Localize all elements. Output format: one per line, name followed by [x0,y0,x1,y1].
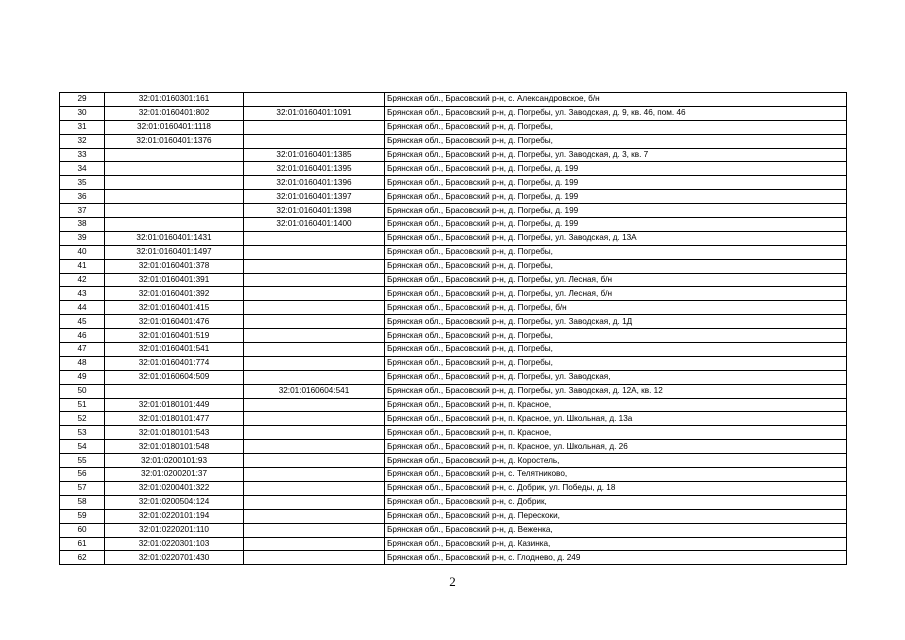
cadastral-number-cell: 32:01:0160401:378 [105,259,244,273]
linked-cadastral-number-cell [244,259,385,273]
row-number-cell: 44 [60,301,105,315]
address-cell: Брянская обл., Брасовский р-н, с. Добрик, ул. Победы, д. 18 [385,481,847,495]
table-row [60,329,847,343]
row-number-cell: 59 [60,509,105,523]
table-row [60,509,847,523]
address-cell: Брянская обл., Брасовский р-н, с. Добрик, [385,495,847,509]
linked-cadastral-number-cell [244,370,385,384]
address-cell: Брянская обл., Брасовский р-н, п. Красное, ул. Школьная, д. 26 [385,440,847,454]
cadastral-number-cell: 32:01:0220201:110 [105,523,244,537]
cadastral-number-cell: 32:01:0220301:103 [105,537,244,551]
linked-cadastral-number-cell [244,412,385,426]
linked-cadastral-number-cell [244,468,385,482]
row-number-cell: 45 [60,315,105,329]
table-row [60,426,847,440]
table-row [60,440,847,454]
table-row [60,148,847,162]
cadastral-number-cell: 32:01:0200201:37 [105,468,244,482]
cadastral-number-cell: 32:01:0160401:415 [105,301,244,315]
table-row [60,190,847,204]
cadastral-number-cell [105,176,244,190]
linked-cadastral-number-cell [244,343,385,357]
row-number-cell: 58 [60,495,105,509]
address-cell: Брянская обл., Брасовский р-н, д. Погребы, [385,245,847,259]
table-row [60,259,847,273]
row-number-cell: 60 [60,523,105,537]
linked-cadastral-number-cell [244,134,385,148]
address-cell: Брянская обл., Брасовский р-н, д. Погребы, д. 199 [385,176,847,190]
linked-cadastral-number-cell: 32:01:0160401:1091 [244,106,385,120]
table-row [60,218,847,232]
address-cell: Брянская обл., Брасовский р-н, д. Погребы, ул. Заводская, д. 12А, кв. 12 [385,384,847,398]
row-number-cell: 51 [60,398,105,412]
table-row [60,370,847,384]
table-row [60,398,847,412]
cadastral-number-cell: 32:01:0160401:1497 [105,245,244,259]
table-row [60,412,847,426]
cadastral-number-cell: 32:01:0200401:322 [105,481,244,495]
address-cell: Брянская обл., Брасовский р-н, д. Погребы, ул. Заводская, д. 9, кв. 46, пом. 46 [385,106,847,120]
address-cell: Брянская обл., Брасовский р-н, п. Красное, [385,398,847,412]
row-number-cell: 54 [60,440,105,454]
table-row [60,551,847,565]
cadastral-number-cell: 32:01:0160401:391 [105,273,244,287]
row-number-cell: 52 [60,412,105,426]
linked-cadastral-number-cell [244,523,385,537]
address-cell: Брянская обл., Брасовский р-н, п. Красное, [385,426,847,440]
cadastral-number-cell: 32:01:0160401:802 [105,106,244,120]
row-number-cell: 49 [60,370,105,384]
row-number-cell: 33 [60,148,105,162]
table-row [60,481,847,495]
table-row [60,468,847,482]
table-row [60,454,847,468]
linked-cadastral-number-cell [244,426,385,440]
row-number-cell: 47 [60,343,105,357]
row-number-cell: 43 [60,287,105,301]
cadastral-number-cell [105,218,244,232]
address-cell: Брянская обл., Брасовский р-н, д. Погребы, [385,356,847,370]
row-number-cell: 55 [60,454,105,468]
row-number-cell: 35 [60,176,105,190]
linked-cadastral-number-cell [244,440,385,454]
document-page [59,92,847,565]
address-cell: Брянская обл., Брасовский р-н, д. Погребы, ул. Заводская, д. 3, кв. 7 [385,148,847,162]
row-number-cell: 62 [60,551,105,565]
address-cell: Брянская обл., Брасовский р-н, д. Погребы, ул. Заводская, д. 13А [385,231,847,245]
row-number-cell: 57 [60,481,105,495]
row-number-cell: 56 [60,468,105,482]
cadastral-number-cell: 32:01:0180101:548 [105,440,244,454]
linked-cadastral-number-cell: 32:01:0160401:1395 [244,162,385,176]
row-number-cell: 46 [60,329,105,343]
address-cell: Брянская обл., Брасовский р-н, д. Погребы, [385,259,847,273]
row-number-cell: 30 [60,106,105,120]
table-row [60,287,847,301]
linked-cadastral-number-cell [244,509,385,523]
row-number-cell: 48 [60,356,105,370]
address-cell: Брянская обл., Брасовский р-н, д. Погребы, ул. Заводская, [385,370,847,384]
linked-cadastral-number-cell [244,231,385,245]
table-row [60,315,847,329]
cadastral-number-cell: 32:01:0200504:124 [105,495,244,509]
table-row [60,134,847,148]
cadastral-number-cell: 32:01:0160401:774 [105,356,244,370]
address-cell: Брянская обл., Брасовский р-н, д. Погребы, [385,343,847,357]
cadastral-number-cell: 32:01:0160401:1431 [105,231,244,245]
linked-cadastral-number-cell [244,481,385,495]
linked-cadastral-number-cell [244,329,385,343]
cadastral-number-cell [105,162,244,176]
property-table-body [60,93,847,565]
page-number: 2 [449,574,456,589]
table-row [60,120,847,134]
row-number-cell: 36 [60,190,105,204]
linked-cadastral-number-cell: 32:01:0160604:541 [244,384,385,398]
property-table [59,92,847,565]
table-row [60,231,847,245]
address-cell: Брянская обл., Брасовский р-н, д. Погребы, д. 199 [385,204,847,218]
row-number-cell: 61 [60,537,105,551]
address-cell: Брянская обл., Брасовский р-н, с. Александровское, б/н [385,93,847,107]
address-cell: Брянская обл., Брасовский р-н, п. Красное, ул. Школьная, д. 13а [385,412,847,426]
cadastral-number-cell: 32:01:0160401:392 [105,287,244,301]
linked-cadastral-number-cell [244,273,385,287]
table-row [60,343,847,357]
address-cell: Брянская обл., Брасовский р-н, д. Погребы, ул. Лесная, б/н [385,273,847,287]
cadastral-number-cell: 32:01:0160401:541 [105,343,244,357]
table-row [60,106,847,120]
cadastral-number-cell [105,190,244,204]
cadastral-number-cell: 32:01:0200101:93 [105,454,244,468]
linked-cadastral-number-cell [244,551,385,565]
linked-cadastral-number-cell: 32:01:0160401:1397 [244,190,385,204]
address-cell: Брянская обл., Брасовский р-н, д. Погребы, ул. Лесная, б/н [385,287,847,301]
address-cell: Брянская обл., Брасовский р-н, д. Перескоки, [385,509,847,523]
table-row [60,204,847,218]
cadastral-number-cell: 32:01:0180101:543 [105,426,244,440]
row-number-cell: 53 [60,426,105,440]
cadastral-number-cell [105,384,244,398]
row-number-cell: 29 [60,93,105,107]
linked-cadastral-number-cell [244,495,385,509]
cadastral-number-cell: 32:01:0220701:430 [105,551,244,565]
linked-cadastral-number-cell [244,301,385,315]
table-row [60,356,847,370]
table-row [60,537,847,551]
linked-cadastral-number-cell [244,315,385,329]
row-number-cell: 41 [60,259,105,273]
address-cell: Брянская обл., Брасовский р-н, с. Глоднево, д. 249 [385,551,847,565]
cadastral-number-cell: 32:01:0160301:161 [105,93,244,107]
address-cell: Брянская обл., Брасовский р-н, д. Погребы, [385,329,847,343]
address-cell: Брянская обл., Брасовский р-н, д. Погребы, д. 199 [385,162,847,176]
table-row [60,523,847,537]
linked-cadastral-number-cell [244,245,385,259]
row-number-cell: 37 [60,204,105,218]
row-number-cell: 31 [60,120,105,134]
cadastral-number-cell [105,204,244,218]
table-row [60,162,847,176]
table-row [60,384,847,398]
address-cell: Брянская обл., Брасовский р-н, д. Погребы, [385,134,847,148]
cadastral-number-cell [105,148,244,162]
linked-cadastral-number-cell [244,454,385,468]
linked-cadastral-number-cell: 32:01:0160401:1385 [244,148,385,162]
address-cell: Брянская обл., Брасовский р-н, д. Коростель, [385,454,847,468]
linked-cadastral-number-cell: 32:01:0160401:1400 [244,218,385,232]
row-number-cell: 32 [60,134,105,148]
row-number-cell: 39 [60,231,105,245]
address-cell: Брянская обл., Брасовский р-н, д. Казинка, [385,537,847,551]
cadastral-number-cell: 32:01:0160401:1118 [105,120,244,134]
row-number-cell: 38 [60,218,105,232]
linked-cadastral-number-cell [244,398,385,412]
cadastral-number-cell: 32:01:0160604:509 [105,370,244,384]
table-row [60,93,847,107]
linked-cadastral-number-cell: 32:01:0160401:1396 [244,176,385,190]
cadastral-number-cell: 32:01:0160401:476 [105,315,244,329]
address-cell: Брянская обл., Брасовский р-н, д. Погребы, д. 199 [385,190,847,204]
table-row [60,245,847,259]
linked-cadastral-number-cell [244,120,385,134]
linked-cadastral-number-cell: 32:01:0160401:1398 [244,204,385,218]
linked-cadastral-number-cell [244,93,385,107]
table-row [60,495,847,509]
address-cell: Брянская обл., Брасовский р-н, д. Погребы, [385,120,847,134]
table-row [60,273,847,287]
cadastral-number-cell: 32:01:0180101:449 [105,398,244,412]
linked-cadastral-number-cell [244,356,385,370]
address-cell: Брянская обл., Брасовский р-н, д. Веженка, [385,523,847,537]
linked-cadastral-number-cell [244,287,385,301]
table-row [60,176,847,190]
cadastral-number-cell: 32:01:0180101:477 [105,412,244,426]
row-number-cell: 40 [60,245,105,259]
address-cell: Брянская обл., Брасовский р-н, с. Телятниково, [385,468,847,482]
row-number-cell: 50 [60,384,105,398]
table-row [60,301,847,315]
address-cell: Брянская обл., Брасовский р-н, д. Погребы, ул. Заводская, д. 1Д [385,315,847,329]
cadastral-number-cell: 32:01:0160401:519 [105,329,244,343]
cadastral-number-cell: 32:01:0220101:194 [105,509,244,523]
address-cell: Брянская обл., Брасовский р-н, д. Погребы, б/н [385,301,847,315]
cadastral-number-cell: 32:01:0160401:1376 [105,134,244,148]
row-number-cell: 42 [60,273,105,287]
linked-cadastral-number-cell [244,537,385,551]
address-cell: Брянская обл., Брасовский р-н, д. Погребы, д. 199 [385,218,847,232]
row-number-cell: 34 [60,162,105,176]
